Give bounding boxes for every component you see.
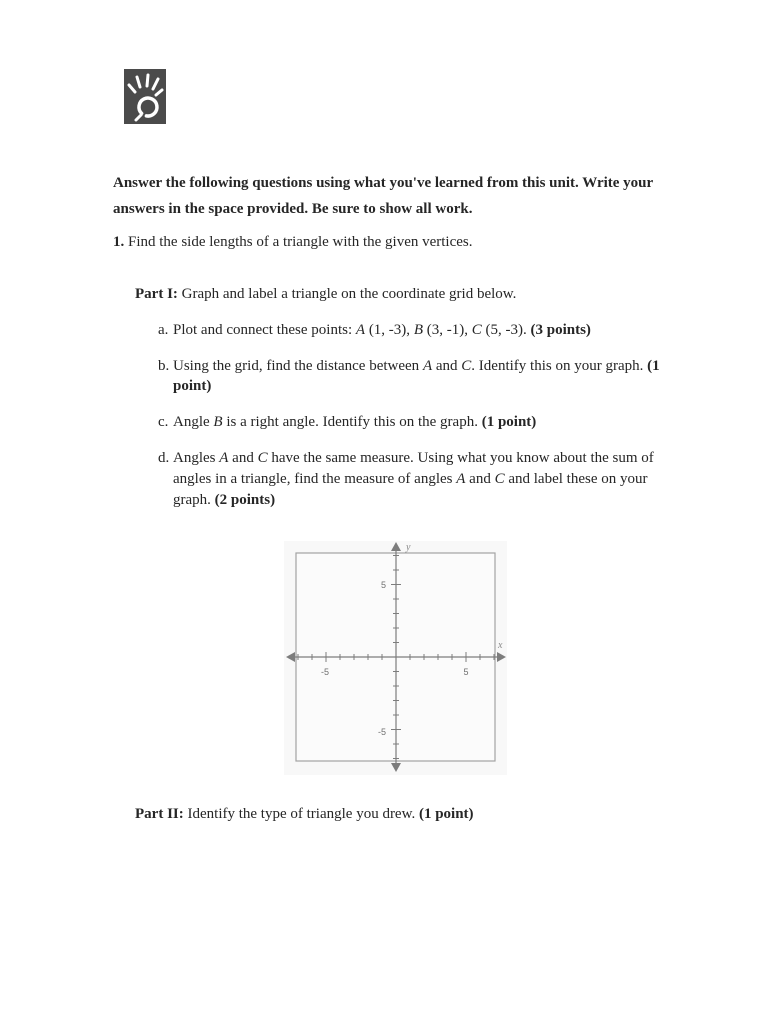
item-a (158, 321, 591, 339)
item-d-conjunction: and (232, 450, 254, 466)
item-d-marker: d. (158, 450, 170, 466)
x-tick-label-5: 5 (463, 667, 469, 677)
item-b-points-end: point) (173, 378, 212, 394)
point-b-coords: (3, -1), (426, 322, 468, 338)
item-c-text-end: is a right angle. Identify this on the graph. (226, 414, 478, 430)
item-c (158, 413, 536, 431)
y-axis-label: y (406, 542, 411, 553)
point-a-label: A (219, 450, 229, 466)
x-tick-label-neg5: -5 (320, 667, 330, 677)
x-axis-label: x (498, 640, 503, 651)
item-a-marker: a. (158, 322, 169, 338)
item-c-text: Angle (173, 414, 210, 430)
instructions-line-1: Answer the following questions using what you've learned from this unit. Write your (113, 175, 654, 191)
item-b-marker: b. (158, 358, 170, 374)
item-d-conjunction: and (469, 471, 491, 487)
point-c-label: C (494, 471, 505, 487)
part-2-points: (1 point) (418, 806, 474, 822)
point-c-label: C (257, 450, 268, 466)
question-1 (113, 233, 473, 251)
item-d-line-3 (173, 491, 275, 509)
item-d-text-end: graph. (173, 492, 211, 508)
sun-rays-figure-icon (124, 69, 166, 124)
instructions-line-2: answers in the space provided. Be sure to show all work. (113, 201, 473, 217)
question-text: Find the side lengths of a triangle with the given vertices. (128, 234, 473, 250)
item-a-text: Plot and connect these points: (173, 322, 353, 338)
item-b-text: Using the grid, find the distance between (173, 358, 420, 374)
point-b-label: B (213, 414, 223, 430)
part-2-label: Part II: (135, 806, 184, 822)
part-1-label: Part I: (135, 286, 178, 302)
point-a-label: A (456, 471, 466, 487)
part-2-heading (135, 805, 474, 823)
item-b-text-end: . Identify this on your graph. (471, 358, 644, 374)
part-1-text: Graph and label a triangle on the coordinate grid below. (181, 286, 517, 302)
point-a-label: A (355, 322, 366, 338)
item-b-points-start: (1 (647, 358, 660, 374)
point-a-coords: (1, -3), (368, 322, 411, 338)
point-c-label: C (471, 322, 482, 338)
coordinate-grid (280, 538, 510, 778)
point-a-label: A (422, 358, 433, 374)
item-c-points: (1 point) (481, 414, 537, 430)
y-tick-label-neg5: -5 (377, 727, 386, 737)
point-c-coords: (5, -3). (485, 322, 527, 338)
item-c-marker: c. (158, 414, 169, 430)
part-1-heading (135, 285, 516, 303)
item-b-conjunction: and (435, 358, 458, 374)
item-d-text-cont: and label these on your (508, 471, 648, 487)
item-d-text: angles in a triangle, find the measure of angles (173, 471, 453, 487)
point-c-label: C (461, 358, 472, 374)
item-b-line-1 (158, 357, 660, 375)
item-d-text-cont: have the same measure. Using what you know about the sum of (271, 450, 654, 466)
item-d-text: Angles (173, 450, 216, 466)
part-2-text: Identify the type of triangle you drew. (187, 806, 416, 822)
item-d-points: (2 points) (214, 492, 276, 508)
y-tick-label-5: 5 (380, 580, 386, 590)
item-a-points: (3 points) (530, 322, 591, 338)
point-b-label: B (413, 322, 423, 338)
item-d-line-2 (173, 470, 647, 488)
item-d-line-1 (158, 449, 654, 467)
question-number: 1. (113, 234, 125, 250)
